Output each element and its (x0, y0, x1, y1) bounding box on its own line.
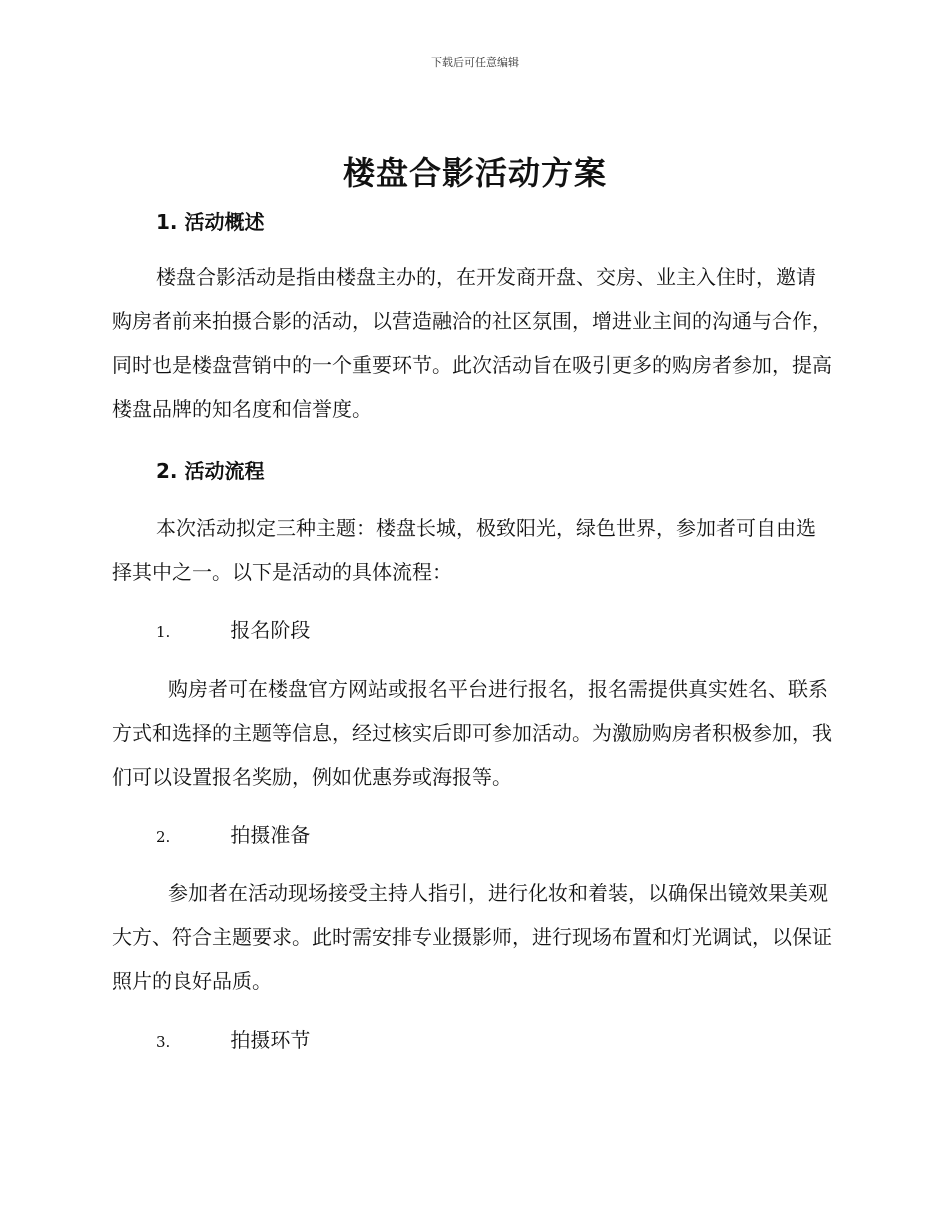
list-item-step-1 (156, 614, 310, 646)
section-heading-overview: 1. 活动概述 (156, 210, 265, 234)
document-title: 楼盘合影活动方案 (342, 154, 607, 192)
list-number: 2. (156, 828, 171, 846)
list-item-step-2 (156, 819, 310, 851)
list-title: 拍摄环节 (230, 1028, 311, 1052)
section-heading-process: 2. 活动流程 (156, 459, 265, 483)
paragraph-step-2: 参加者在活动现场接受主持人指引，进行化妆和着装，以确保出镜效果美观大方、符合主题要求。此时需安排专业摄影师，进行现场布置和灯光调试，以保证照片的良好品质。 (112, 881, 832, 993)
list-number: 1. (156, 623, 171, 641)
list-number: 3. (156, 1033, 171, 1051)
list-title: 拍摄准备 (230, 823, 311, 847)
paragraph-process: 本次活动拟定三种主题：楼盘长城，极致阳光，绿色世界，参加者可自由选择其中之一。以下是活动的具体流程： (112, 516, 816, 584)
list-item-step-3 (156, 1024, 310, 1056)
header-note: 下载后可任意编辑 (431, 56, 519, 69)
list-title: 报名阶段 (230, 618, 311, 642)
paragraph-overview: 楼盘合影活动是指由楼盘主办的，在开发商开盘、交房、业主入住时，邀请购房者前来拍摄合影的活动，以营造融洽的社区氛围，增进业主间的沟通与合作，同时也是楼盘营销中的一个重要环节。此次活动旨在吸引更多的购房者参加，提高楼盘品牌的知名度和信誉度。 (112, 265, 832, 421)
paragraph-step-1: 购房者可在楼盘官方网站或报名平台进行报名，报名需提供真实姓名、联系方式和选择的主题等信息，经过核实后即可参加活动。为激励购房者积极参加，我们可以设置报名奖励，例如优惠券或海报等。 (112, 677, 832, 789)
